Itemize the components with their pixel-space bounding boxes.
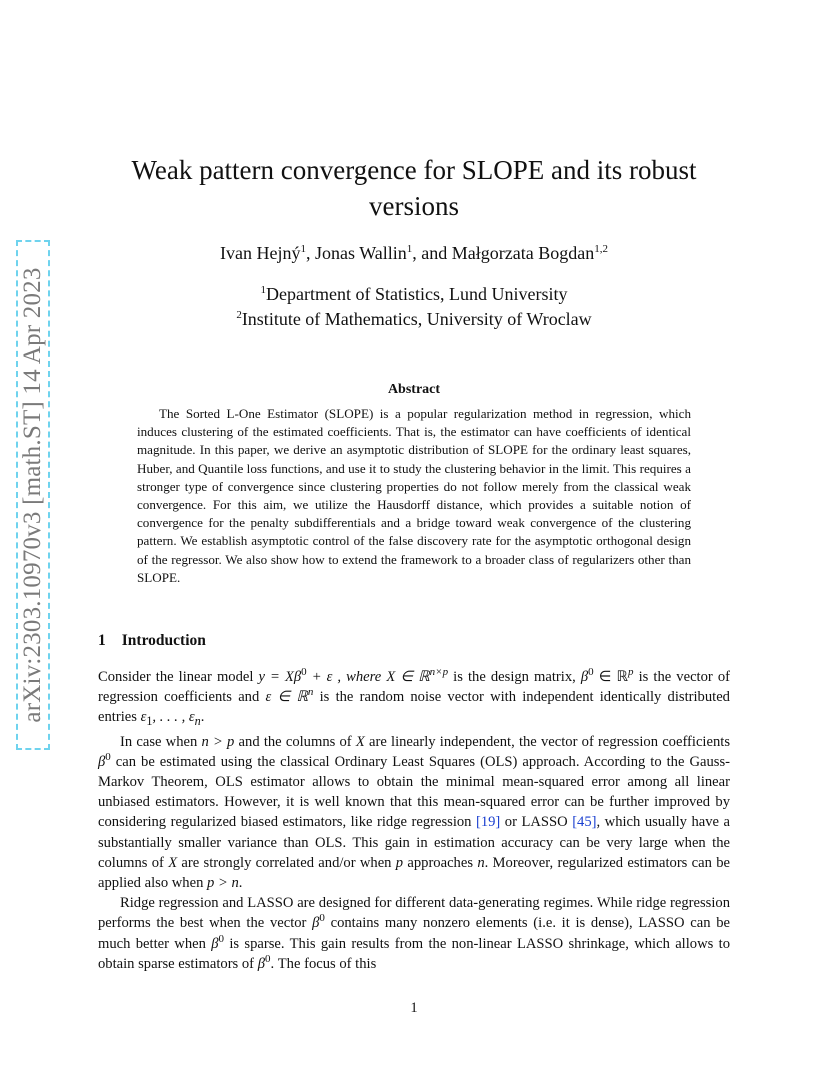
abstract-heading: Abstract: [387, 382, 441, 397]
author-name: Jonas Wallin: [315, 243, 407, 263]
section-title: Introduction: [121, 632, 206, 649]
paragraph: In case when n > p and the columns of X are linearly independent, the vector of regression coefficients $\beta^0$ can be estimated using the classical Ordinary Least Squares (OLS) approach. According to the Gauss-Markov Theorem, OLS estimator allows to obtain the minimal mean-squared error among all linear unbiased estimators. However, it is well known that this mean-squared error can be further improved by considering regularized biased estimators, like ridge regression [19] or LASSO [45], which usually have a substantially smaller variance than OLS. This gain in estimation accuracy can be very large when the columns of X are strongly correlated and/or when p approaches n. Moreover, regularized estimators can be applied also when p > n.: [98, 733, 731, 891]
arxiv-id-text: arXiv:2303.10970v3 [math.ST] 14 Apr 2023: [19, 267, 46, 723]
author-name: Ivan Hejný: [220, 243, 301, 263]
section-number: 1: [98, 632, 106, 649]
author-affil-sup: 1,2: [594, 243, 608, 255]
citation-link[interactable]: [45]: [572, 814, 597, 831]
page-number: 1: [410, 1000, 418, 1016]
author-affil-sup: 1: [406, 243, 413, 255]
citation-link[interactable]: [19]: [475, 814, 501, 831]
affiliation-2: $^2$Institute of Mathematics, University of Wroclaw: [236, 309, 592, 329]
author-list: Ivan Hejný$^1$, Jonas Wallin$^1$, and Małgorzata Bogdan$^{1,2}$: [220, 243, 608, 263]
section-heading: [98, 632, 206, 650]
paragraph: Consider the linear model $y = X\beta^0 + \varepsilon$ , where X ∈ ℝ$^{n\times p}$ is the design matrix, $\beta^0$ ∈ ℝ$^p$ is the vector of regression coefficients and ε ∈ ℝ$^n$ is the random noise vector with independent identically distributed entries $\varepsilon_1$, . . . , $\varepsilon_n$.: [98, 666, 730, 729]
author-affil-sup: 1: [300, 243, 307, 255]
affiliation-1: $^1$Department of Statistics, Lund University: [260, 284, 568, 304]
paragraph: Ridge regression and LASSO are designed for different data-generating regimes. While ridge regression performs the best when the vector $\beta^0$ contains many nonzero elements (i.e. it is dense), LASSO can be much better when $\beta^0$ is sparse. This gain results from the non-linear LASSO shrinkage, which allows to obtain sparse estimators of $\beta^0$. The focus of this: [98, 895, 730, 972]
arxiv-identifier-stamp[interactable]: [16, 240, 50, 750]
author-name: Małgorzata Bogdan: [451, 243, 595, 263]
paper-title: Weak pattern convergence for SLOPE and its robust versions: [131, 155, 697, 221]
abstract-text: The Sorted L-One Estimator (SLOPE) is a popular regularization method in regression, which induces clustering of the estimated coefficients. That is, the estimator can have coefficients of identical magnitude. In this paper, we derive an asymptotic distribution of SLOPE for the ordinary least squares, Huber, and Quantile loss functions, and use it to study the clustering behavior in the limit. This requires a stronger type of convergence since clustering properties do not follow merely from the classical weak convergence. For this aim, we utilize the Hausdorff distance, which provides a suitable notion of convergence for the penalty subdifferentials and a bridge toward weak convergence of the clustering pattern. We establish asymptotic control of the false discovery rate for the asymptotic orthogonal design of the regressor. We also show how to extend the framework to a broader class of regularizers other than SLOPE.: [137, 406, 691, 585]
introduction-body: [98, 667, 730, 974]
